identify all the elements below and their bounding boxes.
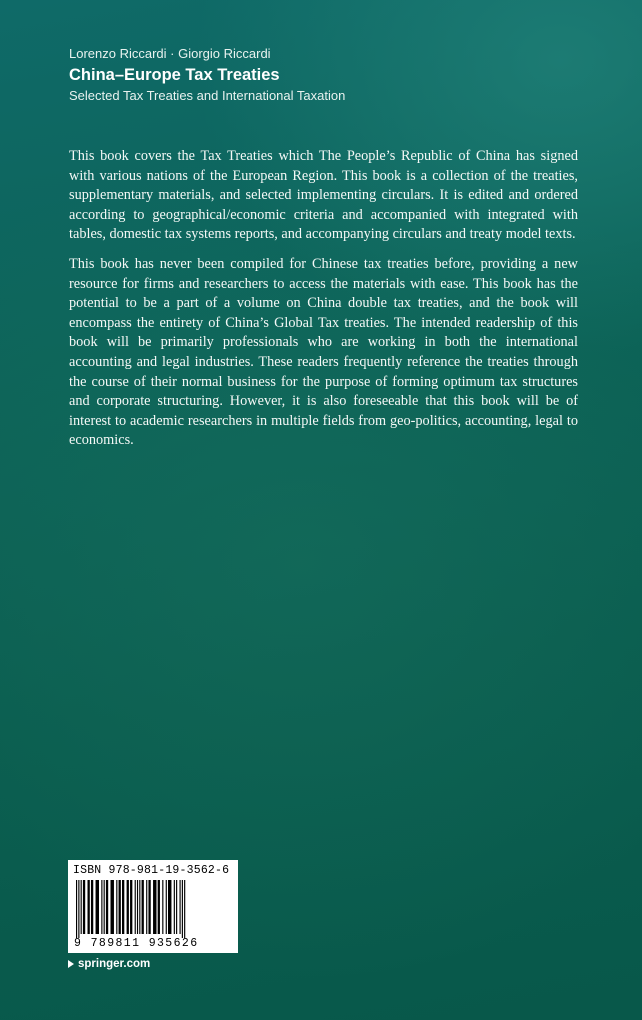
isbn-barcode <box>68 860 238 953</box>
isbn-label: ISBN 978-981-19-3562-6 <box>73 864 230 877</box>
barcode-icon <box>74 880 232 938</box>
blurb-paragraph-2: This book has never been compiled for Chinese tax treaties before, providing a new resource for firms and researchers to access the materials with ease. This book has the potential to be a part of a volume on China double tax treaties, and the book will encompass the entirety of China’s Global Tax treaties. The intended readership of this book will be primarily professionals who are working in both the international accounting and legal industries. These readers frequently reference the treaties through the course of their normal business for the purpose of forming optimum tax structures and corporate structuring. However, it is also foreseeable that this book will be of interest to academic researchers in multiple fields from geo-politics, accounting, legal to economics. <box>69 255 578 449</box>
book-blurb <box>69 147 578 461</box>
book-header <box>69 46 589 104</box>
publisher-url: springer.com <box>78 958 151 970</box>
play-arrow-icon <box>68 960 74 968</box>
publisher-link[interactable] <box>68 958 150 970</box>
book-authors: Lorenzo Riccardi · Giorgio Riccardi <box>69 46 271 61</box>
blurb-paragraph-1: This book covers the Tax Treaties which The People’s Republic of China has signed with various nations of the European Region. This book is a collection of the treaties, supplementary materials, and selected implementing circulars. It is edited and ordered according to geographical/economic criteria and accompanied with integrated with tables, domestic tax systems reports, and accompanying circulars and treaty model texts. <box>69 148 578 243</box>
book-title: China–Europe Tax Treaties <box>69 66 280 84</box>
barcode-digits: 9 789811 935626 <box>74 937 199 950</box>
book-subtitle: Selected Tax Treaties and International Taxation <box>69 88 346 103</box>
